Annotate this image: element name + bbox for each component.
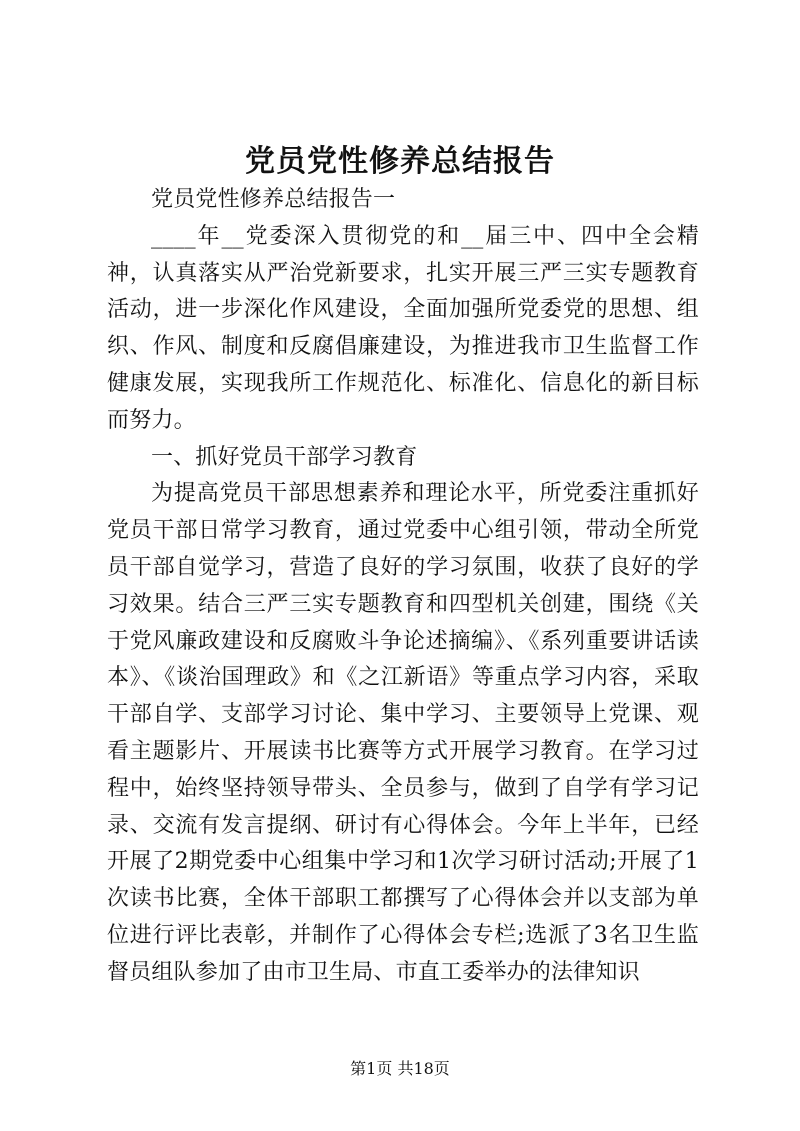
document-title: 党员党性修养总结报告 [245,144,555,179]
intro-paragraph: ____年__党委深入贯彻党的和__届三中、四中全会精神，认真落实从严治党新要求，扎实开展三严三实专题教育活动，进一步深化作风建设，全面加强所党委党的思想、组织、作风、制度和反腐倡廉建设，为推进我市卫生监督工作健康发展，实现我所工作规范化、标准化、信息化的新目标而努力。 [107,223,699,433]
section-heading: 党员党性修养总结报告一 [151,187,396,212]
page-footer: 第1页 共18页 [350,1059,450,1078]
document-body [107,182,699,992]
section-subheading: 一、抓好党员干部学习教育 [151,444,418,470]
study-paragraph: 为提高党员干部思想素养和理论水平，所党委注重抓好党员干部日常学习教育，通过党委中心组引领，带动全所党员干部自觉学习，营造了良好的学习氛围，收获了良好的学习效果。结合三严三实专题教育和四型机关创建，围绕《关于党风廉政建设和反腐败斗争论述摘编》、《系列重要讲话读本》、《谈治国理政》和《之江新语》等重点学习内容，采取干部自学、支部学习讨论、集中学习、主要领导上党课、观看主题影片、开展读书比赛等方式开展学习教育。在学习过程中，始终坚持领导带头、全员参与，做到了自学有学习记录、交流有发言提纲、研讨有心得体会。今年上半年，已经开展了2期党委中心组集中学习和1次学习研讨活动;开展了1次读书比赛，全体干部职工都撰写了心得体会并以支部为单位进行评比表彰，并制作了心得体会专栏;选派了3名卫生监督员组队参加了由市卫生局、市直工委举办的法律知识 [107,481,699,985]
